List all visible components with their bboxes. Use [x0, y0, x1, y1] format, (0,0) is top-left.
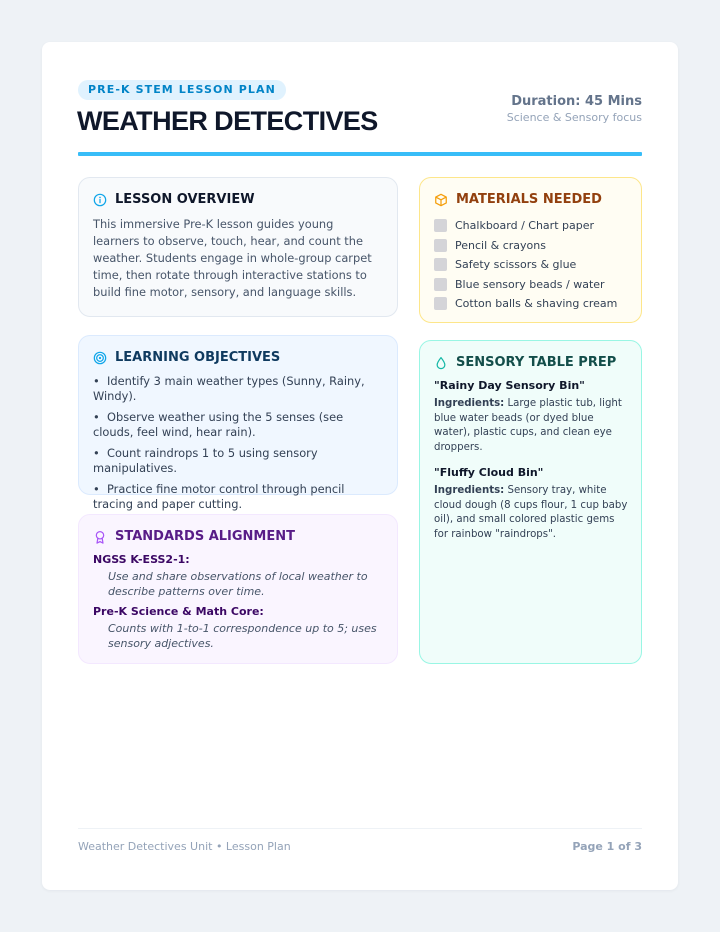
material-text: Safety scissors & glue [455, 258, 577, 272]
list-item [434, 236, 617, 256]
checkbox[interactable] [434, 219, 447, 232]
lesson-overview-title: LESSON OVERVIEW [115, 192, 255, 207]
ingredients-text: Sensory tray, white cloud dough (8 cups flour, 1 cup baby oil), and small colored plastic gems for rainbow "raindrops". [434, 485, 628, 540]
bin-title: "Rainy Day Sensory Bin" [434, 379, 585, 392]
list-item: • Count raindrops 1 to 5 using sensory manipulatives. [93, 446, 318, 475]
materials-needed-heading [434, 192, 602, 207]
standard-label: NGSS K-ESS2-1: [93, 553, 190, 566]
box-icon [434, 193, 448, 207]
checkbox[interactable] [434, 297, 447, 310]
standards-alignment-heading [93, 529, 295, 544]
list-item: • Observe weather using the 5 senses (see clouds, feel wind, hear rain). [93, 410, 344, 439]
footer-divider [78, 828, 642, 829]
bin-ingredients [434, 397, 630, 455]
standards-alignment-title: STANDARDS ALIGNMENT [115, 529, 296, 544]
droplet-icon [434, 356, 448, 370]
checkbox[interactable] [434, 278, 447, 291]
page-title: WEATHER DETECTIVES [77, 106, 378, 136]
bin-title: "Fluffy Cloud Bin" [434, 466, 544, 479]
ingredients-text: Large plastic tub, light blue water beads (or dyed blue water), plastic cups, and clean eye droppers. [434, 398, 622, 453]
duration-label: Duration: 45 Mins [511, 94, 642, 109]
list-item [434, 294, 617, 314]
standards-list [93, 553, 385, 657]
ingredients-label: Ingredients: [434, 398, 505, 409]
lesson-overview-text: This immersive Pre-K lesson guides young learners to observe, touch, hear, and count the weather. Students engage in whole-group carpet time, then rotate through interactive stations to build fine motor, sensory, and language skills. [93, 217, 372, 299]
objective-text: Observe weather using the 5 senses (see clouds, feel wind, hear rain). [93, 410, 344, 439]
material-text: Cotton balls & shaving cream [455, 297, 618, 311]
standard-label: Pre-K Science & Math Core: [93, 605, 264, 618]
checkbox[interactable] [434, 258, 447, 271]
sensory-table-heading [434, 355, 616, 370]
objectives-list [93, 374, 385, 518]
materials-needed-title: MATERIALS NEEDED [456, 192, 602, 207]
sensory-bins [434, 379, 630, 553]
materials-list [434, 216, 617, 314]
standards-alignment-card [78, 514, 398, 664]
objective-text: Count raindrops 1 to 5 using sensory manipulatives. [93, 446, 318, 475]
material-text: Chalkboard / Chart paper [455, 219, 595, 233]
footer-unit-label: Weather Detectives Unit • Lesson Plan [78, 840, 291, 853]
learning-objectives-title: LEARNING OBJECTIVES [115, 350, 281, 365]
focus-label: Science & Sensory focus [506, 111, 642, 124]
checkbox[interactable] [434, 239, 447, 252]
lesson-overview-heading [93, 192, 255, 207]
target-icon [93, 351, 107, 365]
material-text: Pencil & crayons [455, 238, 546, 252]
learning-objectives-heading [93, 350, 280, 365]
lesson-plan-page [42, 42, 678, 890]
objective-text: Identify 3 main weather types (Sunny, Rainy, Windy). [93, 374, 365, 403]
standard-description: Use and share observations of local weather to describe patterns over time. [108, 570, 368, 598]
ingredients-label: Ingredients: [434, 485, 505, 496]
objective-text: Practice fine motor control through pencil tracing and paper cutting. [93, 482, 345, 511]
page-number: Page 1 of 3 [572, 840, 642, 853]
list-item [434, 275, 617, 295]
list-item [434, 255, 617, 275]
sensory-table-title: SENSORY TABLE PREP [456, 355, 617, 370]
award-icon [93, 530, 107, 544]
list-item: • Practice fine motor control through pencil tracing and paper cutting. [93, 482, 345, 511]
sensory-table-card [419, 340, 642, 664]
lesson-type-badge: PRE-K STEM LESSON PLAN [78, 80, 286, 100]
header-divider [78, 152, 642, 156]
bin-ingredients [434, 484, 630, 542]
standard-description: Counts with 1-to-1 correspondence up to 5; uses sensory adjectives. [108, 622, 377, 650]
info-icon [93, 193, 107, 207]
materials-needed-card [419, 177, 642, 323]
lesson-overview-card [78, 177, 398, 317]
list-item: • Identify 3 main weather types (Sunny, Rainy, Windy). [93, 374, 365, 403]
material-text: Blue sensory beads / water [455, 277, 605, 291]
list-item [434, 216, 617, 236]
learning-objectives-card [78, 335, 398, 511]
